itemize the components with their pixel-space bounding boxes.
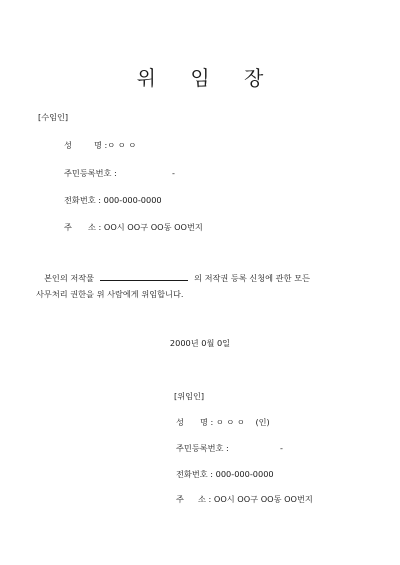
delegator-id-label: 주민등록번호 :	[176, 443, 229, 453]
recipient-address-label-a: 주	[64, 222, 72, 232]
recipient-heading: [수임인]	[38, 112, 69, 122]
delegator-heading: [위임인]	[174, 391, 205, 401]
delegator-address-row	[176, 494, 313, 504]
recipient-phone-value: 000-000-0000	[103, 195, 162, 205]
recipient-id-row	[64, 168, 175, 178]
delegator-name-label-b: 명 :	[200, 417, 214, 427]
recipient-id-value: -	[172, 168, 175, 178]
recipient-phone-label: 전화번호 :	[64, 195, 101, 205]
delegator-phone-row	[176, 469, 274, 479]
statement-part3: 사무처리 권한을 위 사람에게 위임합니다.	[36, 289, 184, 299]
document-title: 위 임 장	[136, 66, 278, 90]
work-title-blank	[100, 272, 188, 281]
delegator-phone-label: 전화번호 :	[176, 469, 213, 479]
statement-part1: 본인의 저작물	[44, 273, 95, 283]
statement-part2: 의 저작권 등록 신청에 관한 모든	[194, 273, 310, 283]
delegator-id-value: -	[280, 443, 283, 453]
delegator-seal: (인)	[255, 417, 270, 427]
delegator-address-label-a: 주	[176, 494, 184, 504]
delegator-phone-value: 000-000-0000	[215, 469, 274, 479]
recipient-name-value: :ㅇ ㅇ ㅇ	[104, 140, 137, 150]
delegation-statement	[36, 270, 342, 302]
delegator-address-value: OO시 OO구 OO동 OO번지	[213, 494, 313, 504]
delegator-name-row	[176, 417, 270, 427]
recipient-address-label-b: 소 :	[88, 222, 102, 232]
delegator-name-value: ㅇ ㅇ ㅇ	[215, 417, 245, 427]
recipient-phone-row	[64, 195, 162, 205]
document-date: 2000년 0월 0일	[169, 338, 231, 348]
recipient-name-row	[64, 140, 136, 150]
recipient-address-value: OO시 OO구 OO동 OO번지	[103, 222, 203, 232]
recipient-id-label: 주민등록번호 :	[64, 168, 117, 178]
delegator-name-label-a: 성	[176, 417, 184, 427]
recipient-name-label-a: 성	[64, 140, 72, 150]
recipient-address-row	[64, 222, 203, 232]
recipient-name-label-b: 명	[94, 140, 102, 150]
delegator-address-label-b: 소 :	[198, 494, 212, 504]
delegator-id-row	[176, 443, 283, 453]
